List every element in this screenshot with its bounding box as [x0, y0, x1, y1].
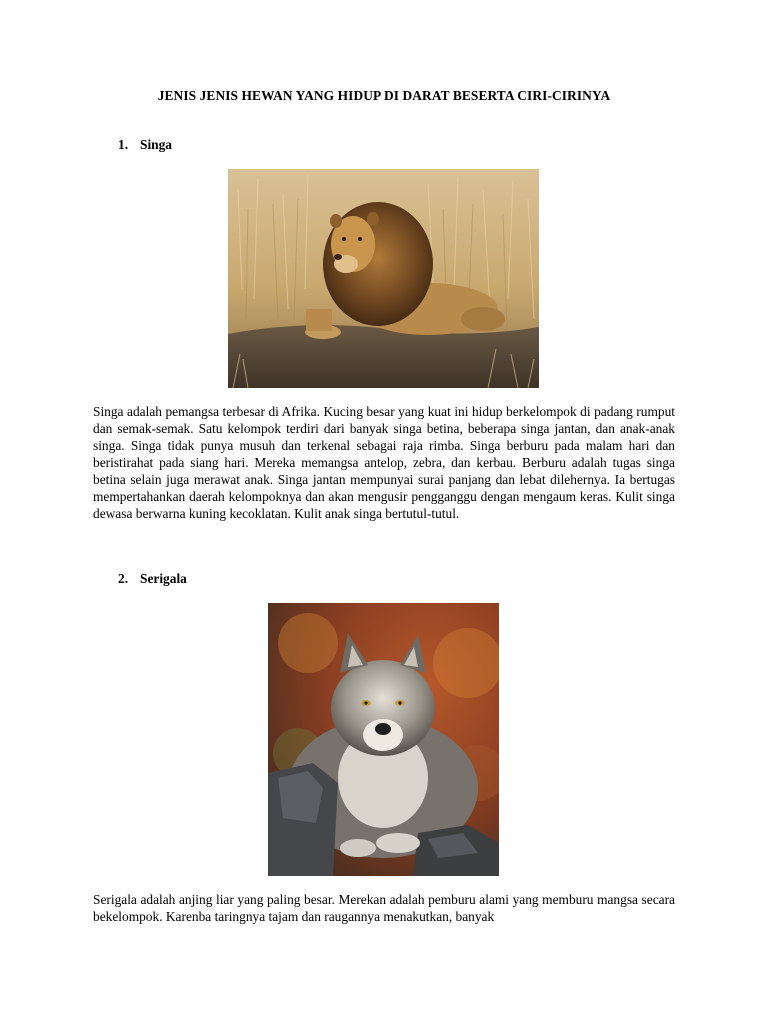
section-heading-singa	[118, 137, 172, 153]
section-number: 1.	[118, 137, 129, 152]
section-heading-serigala	[118, 571, 187, 587]
section-number: 2.	[118, 571, 129, 586]
section-title: Serigala	[140, 571, 187, 586]
section-paragraph-singa: Singa adalah pemangsa terbesar di Afrika. Kucing besar yang kuat ini hidup berkelompok di padang rumput dan semak-semak. Satu kelompok terdiri dari banyak singa betina, beberapa singa jantan, dan anak-anak singa. Singa tidak punya musuh dan terkenal sebagai raja rimba. Singa berburu pada malam hari dan beristirahat pada siang hari. Mereka memangsa antelop, zebra, dan kerbau. Berburu adalah tugas singa betina selain juga merawat anak. Singa jantan mempunyai surai panjang dan lebat dilehernya. Ia bertugas mempertahankan daerah kelompoknya dan akan mengusir pengganggu dengan mengaum keras. Kulit singa dewasa berwarna kuning kecoklatan. Kulit anak singa bertutul-tutul.	[93, 404, 675, 521]
wolf-photo	[268, 603, 499, 876]
section-title: Singa	[140, 137, 173, 152]
section-paragraph-serigala: Serigala adalah anjing liar yang paling besar. Merekan adalah pemburu alami yang memburu mangsa secara bekelompok. Karenba taringnya tajam dan raugannya menakutkan, banyak	[93, 892, 675, 924]
lion-photo	[228, 169, 539, 388]
document-title: JENIS JENIS HEWAN YANG HIDUP DI DARAT BESERTA CIRI-CIRINYA	[157, 88, 611, 103]
